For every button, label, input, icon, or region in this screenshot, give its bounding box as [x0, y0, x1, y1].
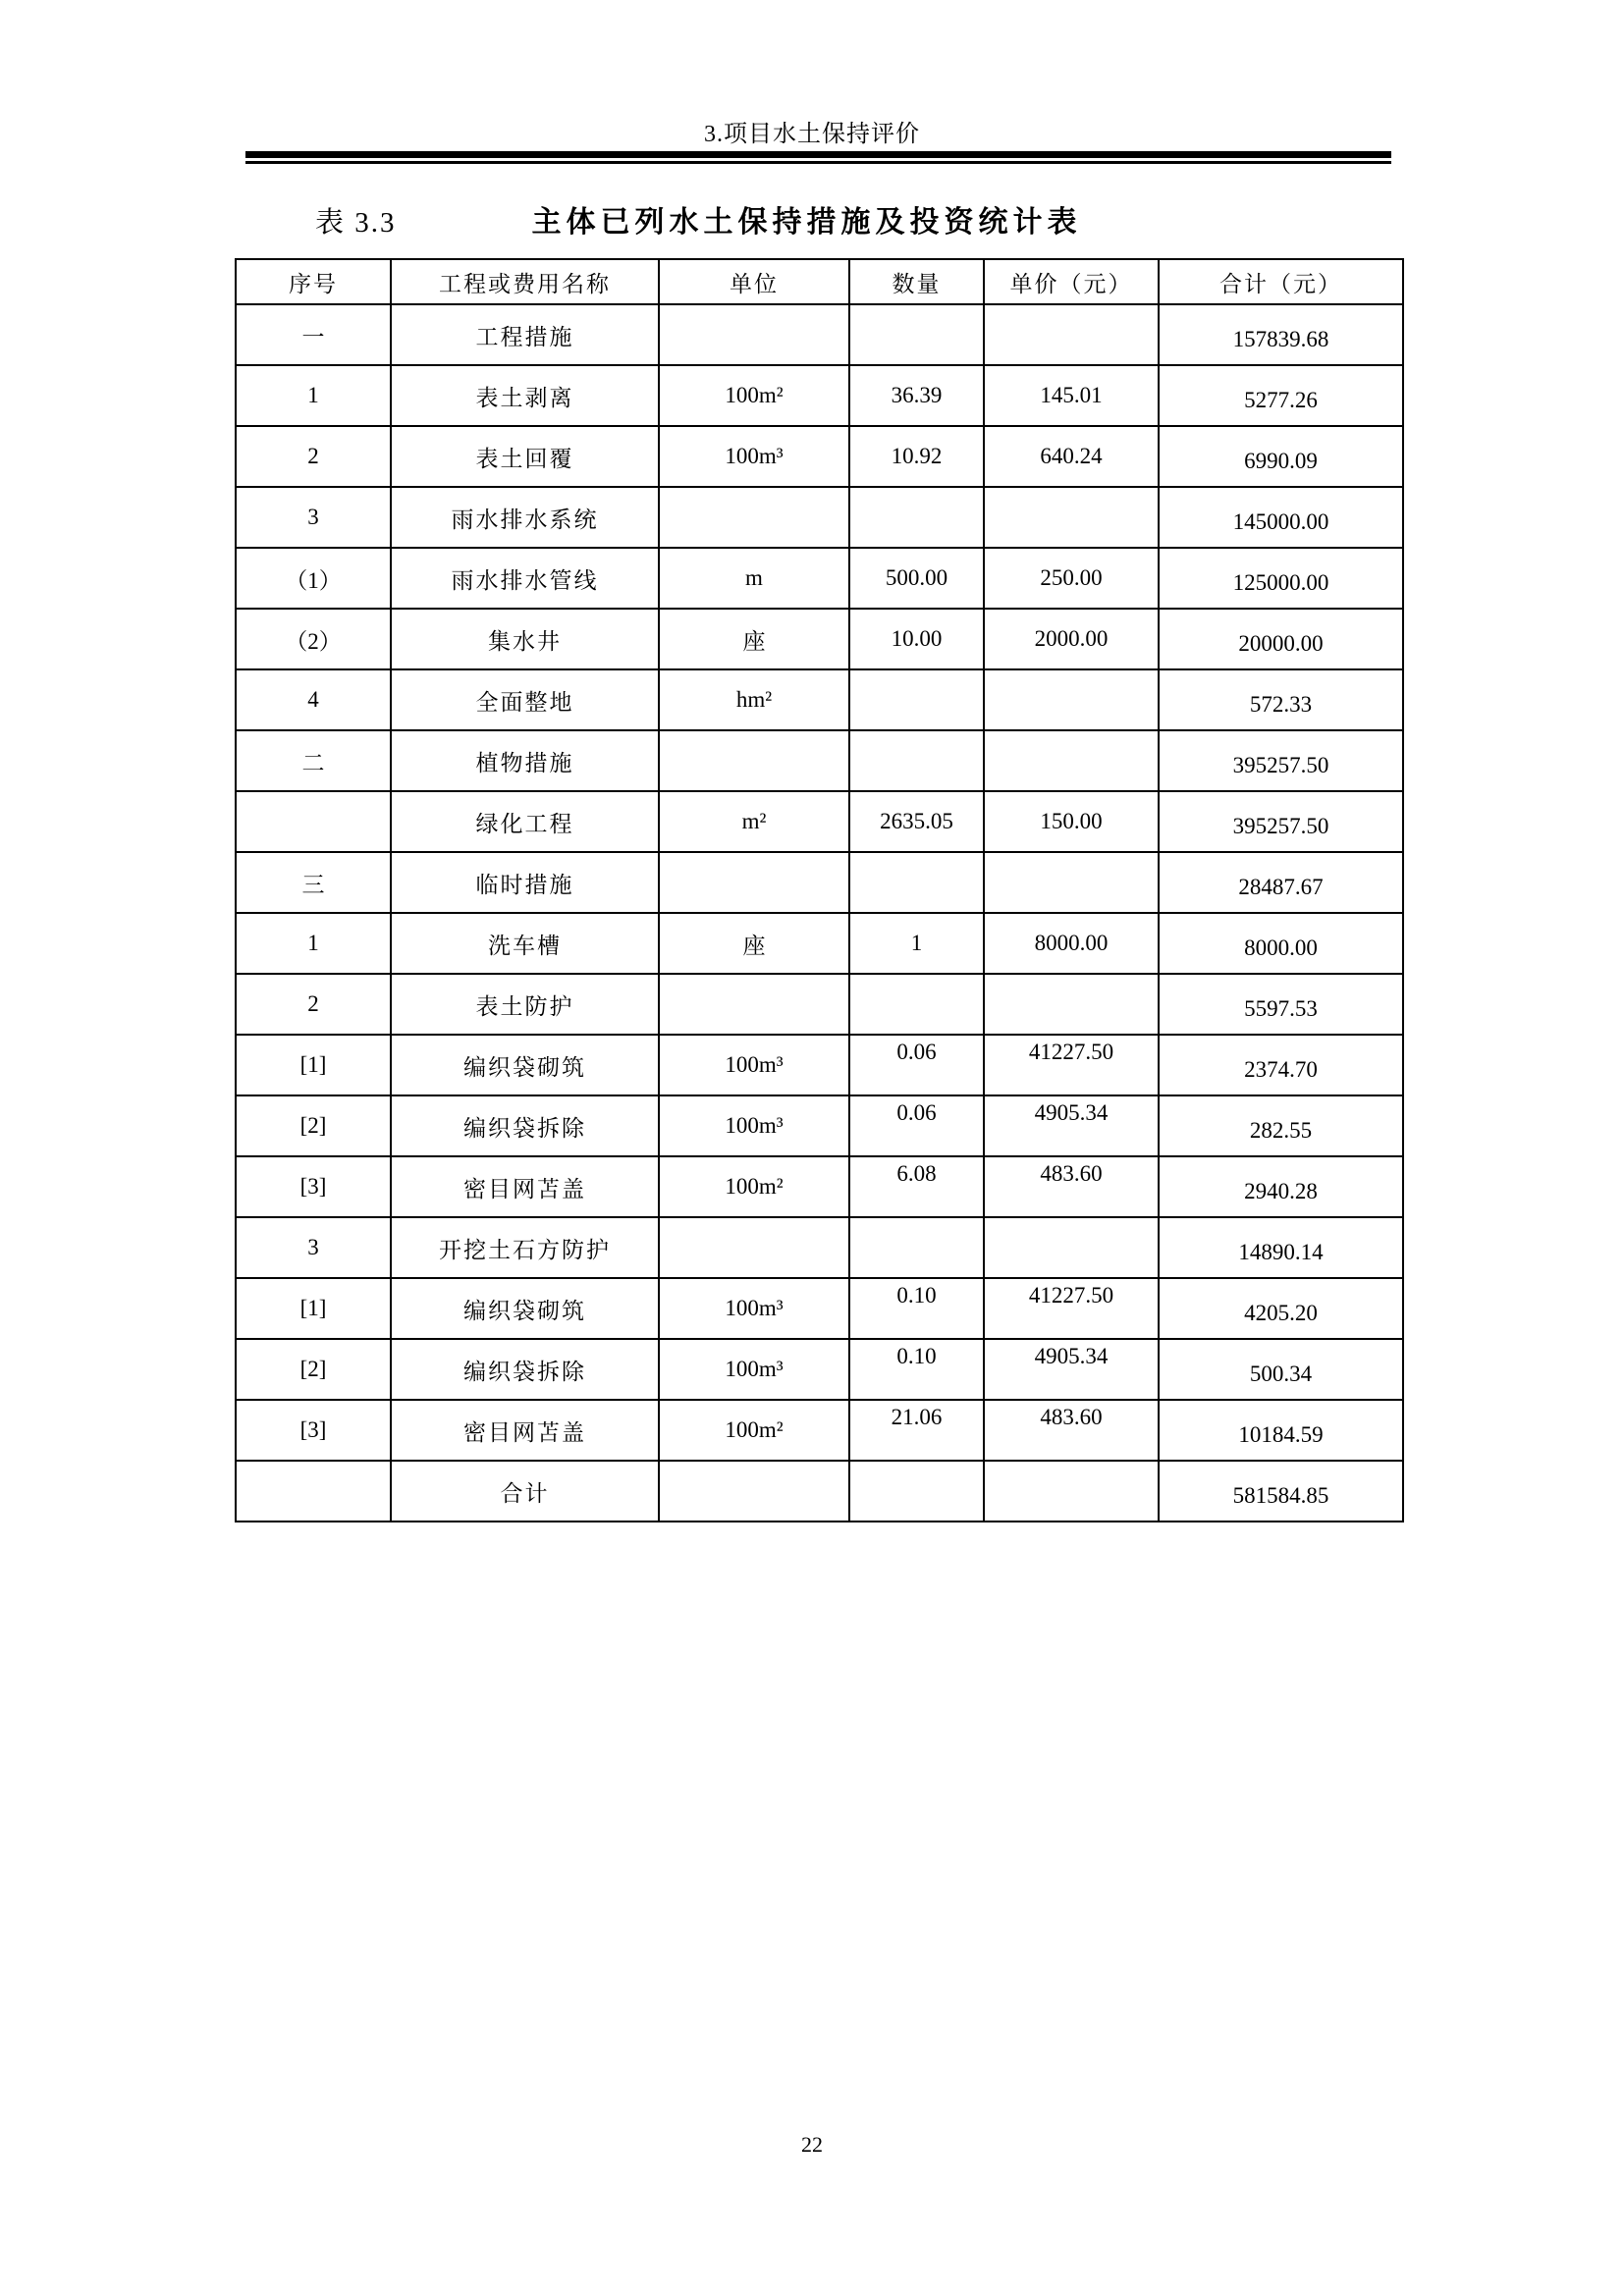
cell-name: 表土剥离 [391, 365, 659, 426]
cell-no: 3 [236, 1217, 391, 1278]
table-row [236, 791, 1403, 852]
cell-name: 编织袋砌筑 [391, 1278, 659, 1339]
cell-price: 4905.34 [984, 1095, 1159, 1156]
cell-total: 14890.14 [1159, 1217, 1403, 1278]
cell-no: 1 [236, 913, 391, 974]
cell-name: 植物措施 [391, 730, 659, 791]
table-row [236, 365, 1403, 426]
cell-name: 编织袋砌筑 [391, 1035, 659, 1095]
table-row [236, 1095, 1403, 1156]
table-row [236, 1035, 1403, 1095]
cell-total: 10184.59 [1159, 1400, 1403, 1461]
column-header: 序号 [236, 259, 391, 304]
cell-name: 雨水排水系统 [391, 487, 659, 548]
cell-qty [849, 669, 984, 730]
cell-no: 3 [236, 487, 391, 548]
table-row [236, 852, 1403, 913]
cell-no: 1 [236, 365, 391, 426]
cell-total: 2374.70 [1159, 1035, 1403, 1095]
cell-qty [849, 852, 984, 913]
page-header: 3.项目水土保持评价 [704, 122, 920, 147]
cell-total: 5597.53 [1159, 974, 1403, 1035]
table-caption [235, 197, 1402, 240]
cell-price [984, 669, 1159, 730]
cell-price: 4905.34 [984, 1339, 1159, 1400]
cell-name: 开挖土石方防护 [391, 1217, 659, 1278]
cell-qty [849, 304, 984, 365]
cell-no: 三 [236, 852, 391, 913]
column-header: 数量 [849, 259, 984, 304]
cell-no: 二 [236, 730, 391, 791]
cell-no [236, 791, 391, 852]
table-row [236, 974, 1403, 1035]
cell-no: [1] [236, 1035, 391, 1095]
cell-qty [849, 730, 984, 791]
cell-no: 2 [236, 974, 391, 1035]
cell-total: 125000.00 [1159, 548, 1403, 609]
cell-qty: 21.06 [849, 1400, 984, 1461]
cell-no: [2] [236, 1095, 391, 1156]
cell-total: 395257.50 [1159, 730, 1403, 791]
cell-price [984, 852, 1159, 913]
cell-name: 临时措施 [391, 852, 659, 913]
table-row [236, 1339, 1403, 1400]
cell-name: 合计 [391, 1461, 659, 1522]
cell-no: [1] [236, 1278, 391, 1339]
cell-qty: 0.10 [849, 1278, 984, 1339]
cell-unit: 座 [659, 609, 849, 669]
table-row [236, 1217, 1403, 1278]
cell-qty: 2635.05 [849, 791, 984, 852]
cell-unit: 100m² [659, 1156, 849, 1217]
cell-qty: 36.39 [849, 365, 984, 426]
cell-total: 4205.20 [1159, 1278, 1403, 1339]
cell-total: 6990.09 [1159, 426, 1403, 487]
table-header-row [236, 259, 1403, 304]
cell-no: （1） [236, 548, 391, 609]
cell-qty [849, 487, 984, 548]
cell-qty [849, 1461, 984, 1522]
cell-total: 572.33 [1159, 669, 1403, 730]
cell-total: 145000.00 [1159, 487, 1403, 548]
cell-total: 157839.68 [1159, 304, 1403, 365]
cell-unit: m [659, 548, 849, 609]
cell-name: 绿化工程 [391, 791, 659, 852]
cell-price: 483.60 [984, 1400, 1159, 1461]
cell-no: [3] [236, 1400, 391, 1461]
table-row [236, 548, 1403, 609]
table-row [236, 304, 1403, 365]
cell-name: 编织袋拆除 [391, 1339, 659, 1400]
page-number: 22 [801, 2132, 823, 2157]
cell-name: 洗车槽 [391, 913, 659, 974]
cell-unit [659, 852, 849, 913]
cell-unit: hm² [659, 669, 849, 730]
cell-price: 41227.50 [984, 1278, 1159, 1339]
table-row [236, 1278, 1403, 1339]
cell-price: 150.00 [984, 791, 1159, 852]
column-header: 单价（元） [984, 259, 1159, 304]
cell-price [984, 974, 1159, 1035]
cell-qty: 0.06 [849, 1095, 984, 1156]
cell-name: 表土回覆 [391, 426, 659, 487]
cell-qty: 6.08 [849, 1156, 984, 1217]
table-row [236, 487, 1403, 548]
cell-name: 密目网苫盖 [391, 1156, 659, 1217]
cell-unit: 100m³ [659, 1035, 849, 1095]
cell-unit [659, 1217, 849, 1278]
cell-unit [659, 304, 849, 365]
cell-unit [659, 974, 849, 1035]
cell-price [984, 1461, 1159, 1522]
cell-unit [659, 487, 849, 548]
cell-qty: 10.92 [849, 426, 984, 487]
cell-no: [3] [236, 1156, 391, 1217]
table-caption-label: 表 3.3 [315, 207, 397, 239]
cell-name: 工程措施 [391, 304, 659, 365]
column-header: 合计（元） [1159, 259, 1403, 304]
table-row [236, 1461, 1403, 1522]
cell-name: 密目网苫盖 [391, 1400, 659, 1461]
cell-unit [659, 1461, 849, 1522]
table-row [236, 1400, 1403, 1461]
cell-total: 282.55 [1159, 1095, 1403, 1156]
column-header: 工程或费用名称 [391, 259, 659, 304]
cell-price [984, 304, 1159, 365]
cell-unit: 座 [659, 913, 849, 974]
cell-total: 28487.67 [1159, 852, 1403, 913]
table-row [236, 1156, 1403, 1217]
cell-no: 一 [236, 304, 391, 365]
cell-total: 20000.00 [1159, 609, 1403, 669]
cell-no: 4 [236, 669, 391, 730]
cell-total: 581584.85 [1159, 1461, 1403, 1522]
cell-total: 2940.28 [1159, 1156, 1403, 1217]
cell-price [984, 1217, 1159, 1278]
cell-name: 集水井 [391, 609, 659, 669]
cell-unit: 100m³ [659, 426, 849, 487]
cell-unit: 100m² [659, 1400, 849, 1461]
table-body [236, 304, 1403, 1522]
cell-price: 640.24 [984, 426, 1159, 487]
cell-name: 雨水排水管线 [391, 548, 659, 609]
cell-qty: 1 [849, 913, 984, 974]
cell-no: 2 [236, 426, 391, 487]
cell-unit: 100m² [659, 365, 849, 426]
measures-table [235, 258, 1404, 1522]
cell-qty: 0.10 [849, 1339, 984, 1400]
cell-total: 8000.00 [1159, 913, 1403, 974]
cell-no: [2] [236, 1339, 391, 1400]
column-header: 单位 [659, 259, 849, 304]
cell-total: 395257.50 [1159, 791, 1403, 852]
cell-price: 8000.00 [984, 913, 1159, 974]
cell-price: 483.60 [984, 1156, 1159, 1217]
table-row [236, 913, 1403, 974]
table-row [236, 609, 1403, 669]
cell-name: 全面整地 [391, 669, 659, 730]
cell-unit: 100m³ [659, 1095, 849, 1156]
cell-price: 145.01 [984, 365, 1159, 426]
cell-price [984, 487, 1159, 548]
cell-total: 5277.26 [1159, 365, 1403, 426]
cell-qty: 0.06 [849, 1035, 984, 1095]
header-rule [245, 151, 1391, 164]
cell-unit: 100m³ [659, 1278, 849, 1339]
cell-unit: 100m³ [659, 1339, 849, 1400]
cell-no [236, 1461, 391, 1522]
table-row [236, 730, 1403, 791]
cell-price: 41227.50 [984, 1035, 1159, 1095]
cell-qty [849, 974, 984, 1035]
cell-price: 250.00 [984, 548, 1159, 609]
cell-qty: 500.00 [849, 548, 984, 609]
table-row [236, 669, 1403, 730]
cell-name: 表土防护 [391, 974, 659, 1035]
cell-price: 2000.00 [984, 609, 1159, 669]
cell-unit [659, 730, 849, 791]
cell-name: 编织袋拆除 [391, 1095, 659, 1156]
cell-unit: m² [659, 791, 849, 852]
cell-no: （2） [236, 609, 391, 669]
table-row [236, 426, 1403, 487]
cell-qty [849, 1217, 984, 1278]
table-caption-title: 主体已列水土保持措施及投资统计表 [531, 206, 1082, 239]
cell-qty: 10.00 [849, 609, 984, 669]
cell-total: 500.34 [1159, 1339, 1403, 1400]
cell-price [984, 730, 1159, 791]
